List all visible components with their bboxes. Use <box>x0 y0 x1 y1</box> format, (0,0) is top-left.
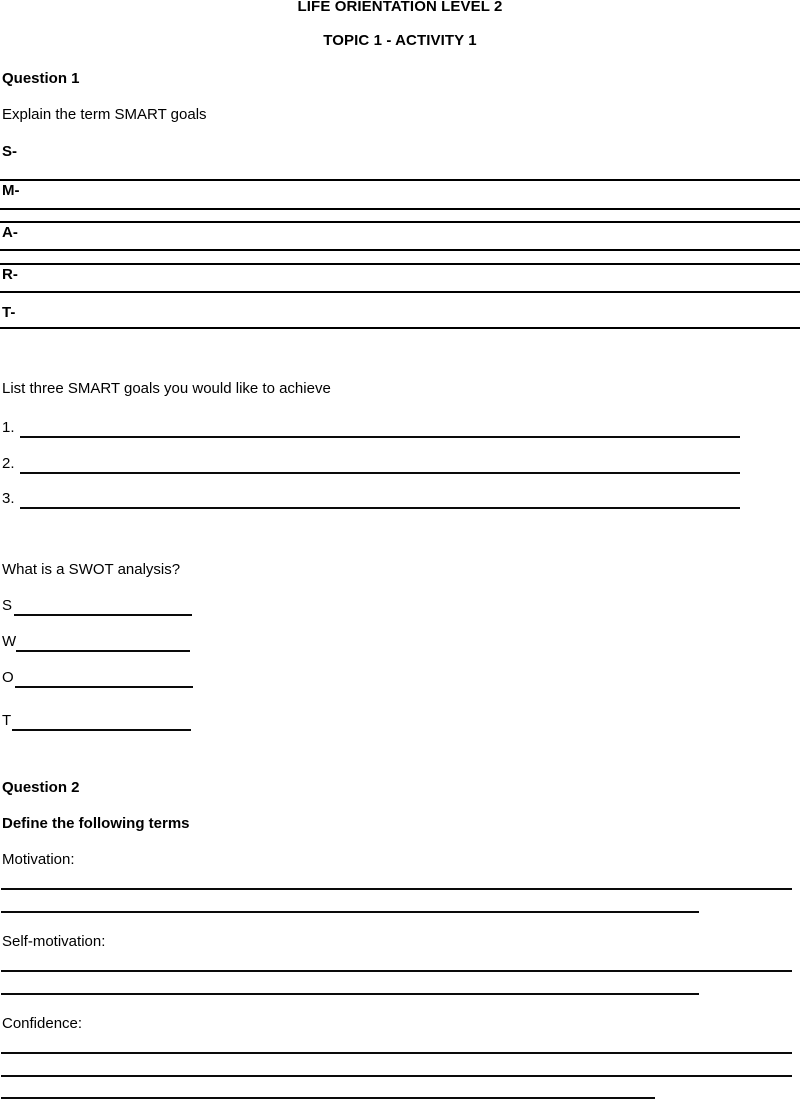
confidence-answer-line-2[interactable] <box>1 1075 792 1077</box>
term-label-confidence: Confidence: <box>2 1015 83 1032</box>
smart-answer-line-a[interactable] <box>0 249 800 251</box>
motivation-answer-line-1[interactable] <box>1 888 792 890</box>
confidence-answer-line-3[interactable] <box>1 1097 655 1099</box>
goal-marker-2: 2. <box>2 455 15 472</box>
swot-prompt: What is a SWOT analysis? <box>2 561 181 578</box>
smart-label-s: S- <box>2 143 17 160</box>
goal-answer-line-1[interactable] <box>20 436 740 438</box>
term-label-self-motivation: Self-motivation: <box>2 933 106 950</box>
confidence-answer-line-1[interactable] <box>1 1052 792 1054</box>
smart-answer-line-a-top[interactable] <box>0 221 800 223</box>
swot-label-o: O <box>2 669 14 686</box>
swot-answer-line-s[interactable] <box>14 614 192 616</box>
swot-label-w: W <box>2 633 17 650</box>
question-2-heading: Question 2 <box>2 779 80 796</box>
smart-label-a: A- <box>2 224 18 241</box>
smart-answer-line-r-top[interactable] <box>0 263 800 265</box>
smart-label-r: R- <box>2 266 18 283</box>
motivation-answer-line-2[interactable] <box>1 911 699 913</box>
self-motivation-answer-line-2[interactable] <box>1 993 699 995</box>
goal-marker-3: 3. <box>2 490 15 507</box>
self-motivation-answer-line-1[interactable] <box>1 970 792 972</box>
document-subtitle: TOPIC 1 - ACTIVITY 1 <box>323 32 477 49</box>
document-title: LIFE ORIENTATION LEVEL 2 <box>297 0 503 15</box>
list-three-goals-prompt: List three SMART goals you would like to achieve <box>2 380 331 397</box>
goal-answer-line-3[interactable] <box>20 507 740 509</box>
question-1-prompt: Explain the term SMART goals <box>2 106 207 123</box>
smart-answer-line-r[interactable] <box>0 291 800 293</box>
smart-label-t: T- <box>2 304 16 321</box>
smart-answer-line-t[interactable] <box>0 327 800 329</box>
swot-answer-line-t[interactable] <box>12 729 191 731</box>
swot-label-s: S <box>2 597 13 614</box>
smart-answer-line-m[interactable] <box>0 208 800 210</box>
goal-answer-line-2[interactable] <box>20 472 740 474</box>
swot-answer-line-w[interactable] <box>16 650 190 652</box>
goal-marker-1: 1. <box>2 419 15 436</box>
smart-answer-line-s[interactable] <box>0 179 800 181</box>
question-1-heading: Question 1 <box>2 70 80 87</box>
swot-answer-line-o[interactable] <box>15 686 193 688</box>
term-label-motivation: Motivation: <box>2 851 75 868</box>
swot-label-t: T <box>2 712 12 729</box>
smart-label-m: M- <box>2 182 20 199</box>
question-2-subheading: Define the following terms <box>2 815 190 832</box>
